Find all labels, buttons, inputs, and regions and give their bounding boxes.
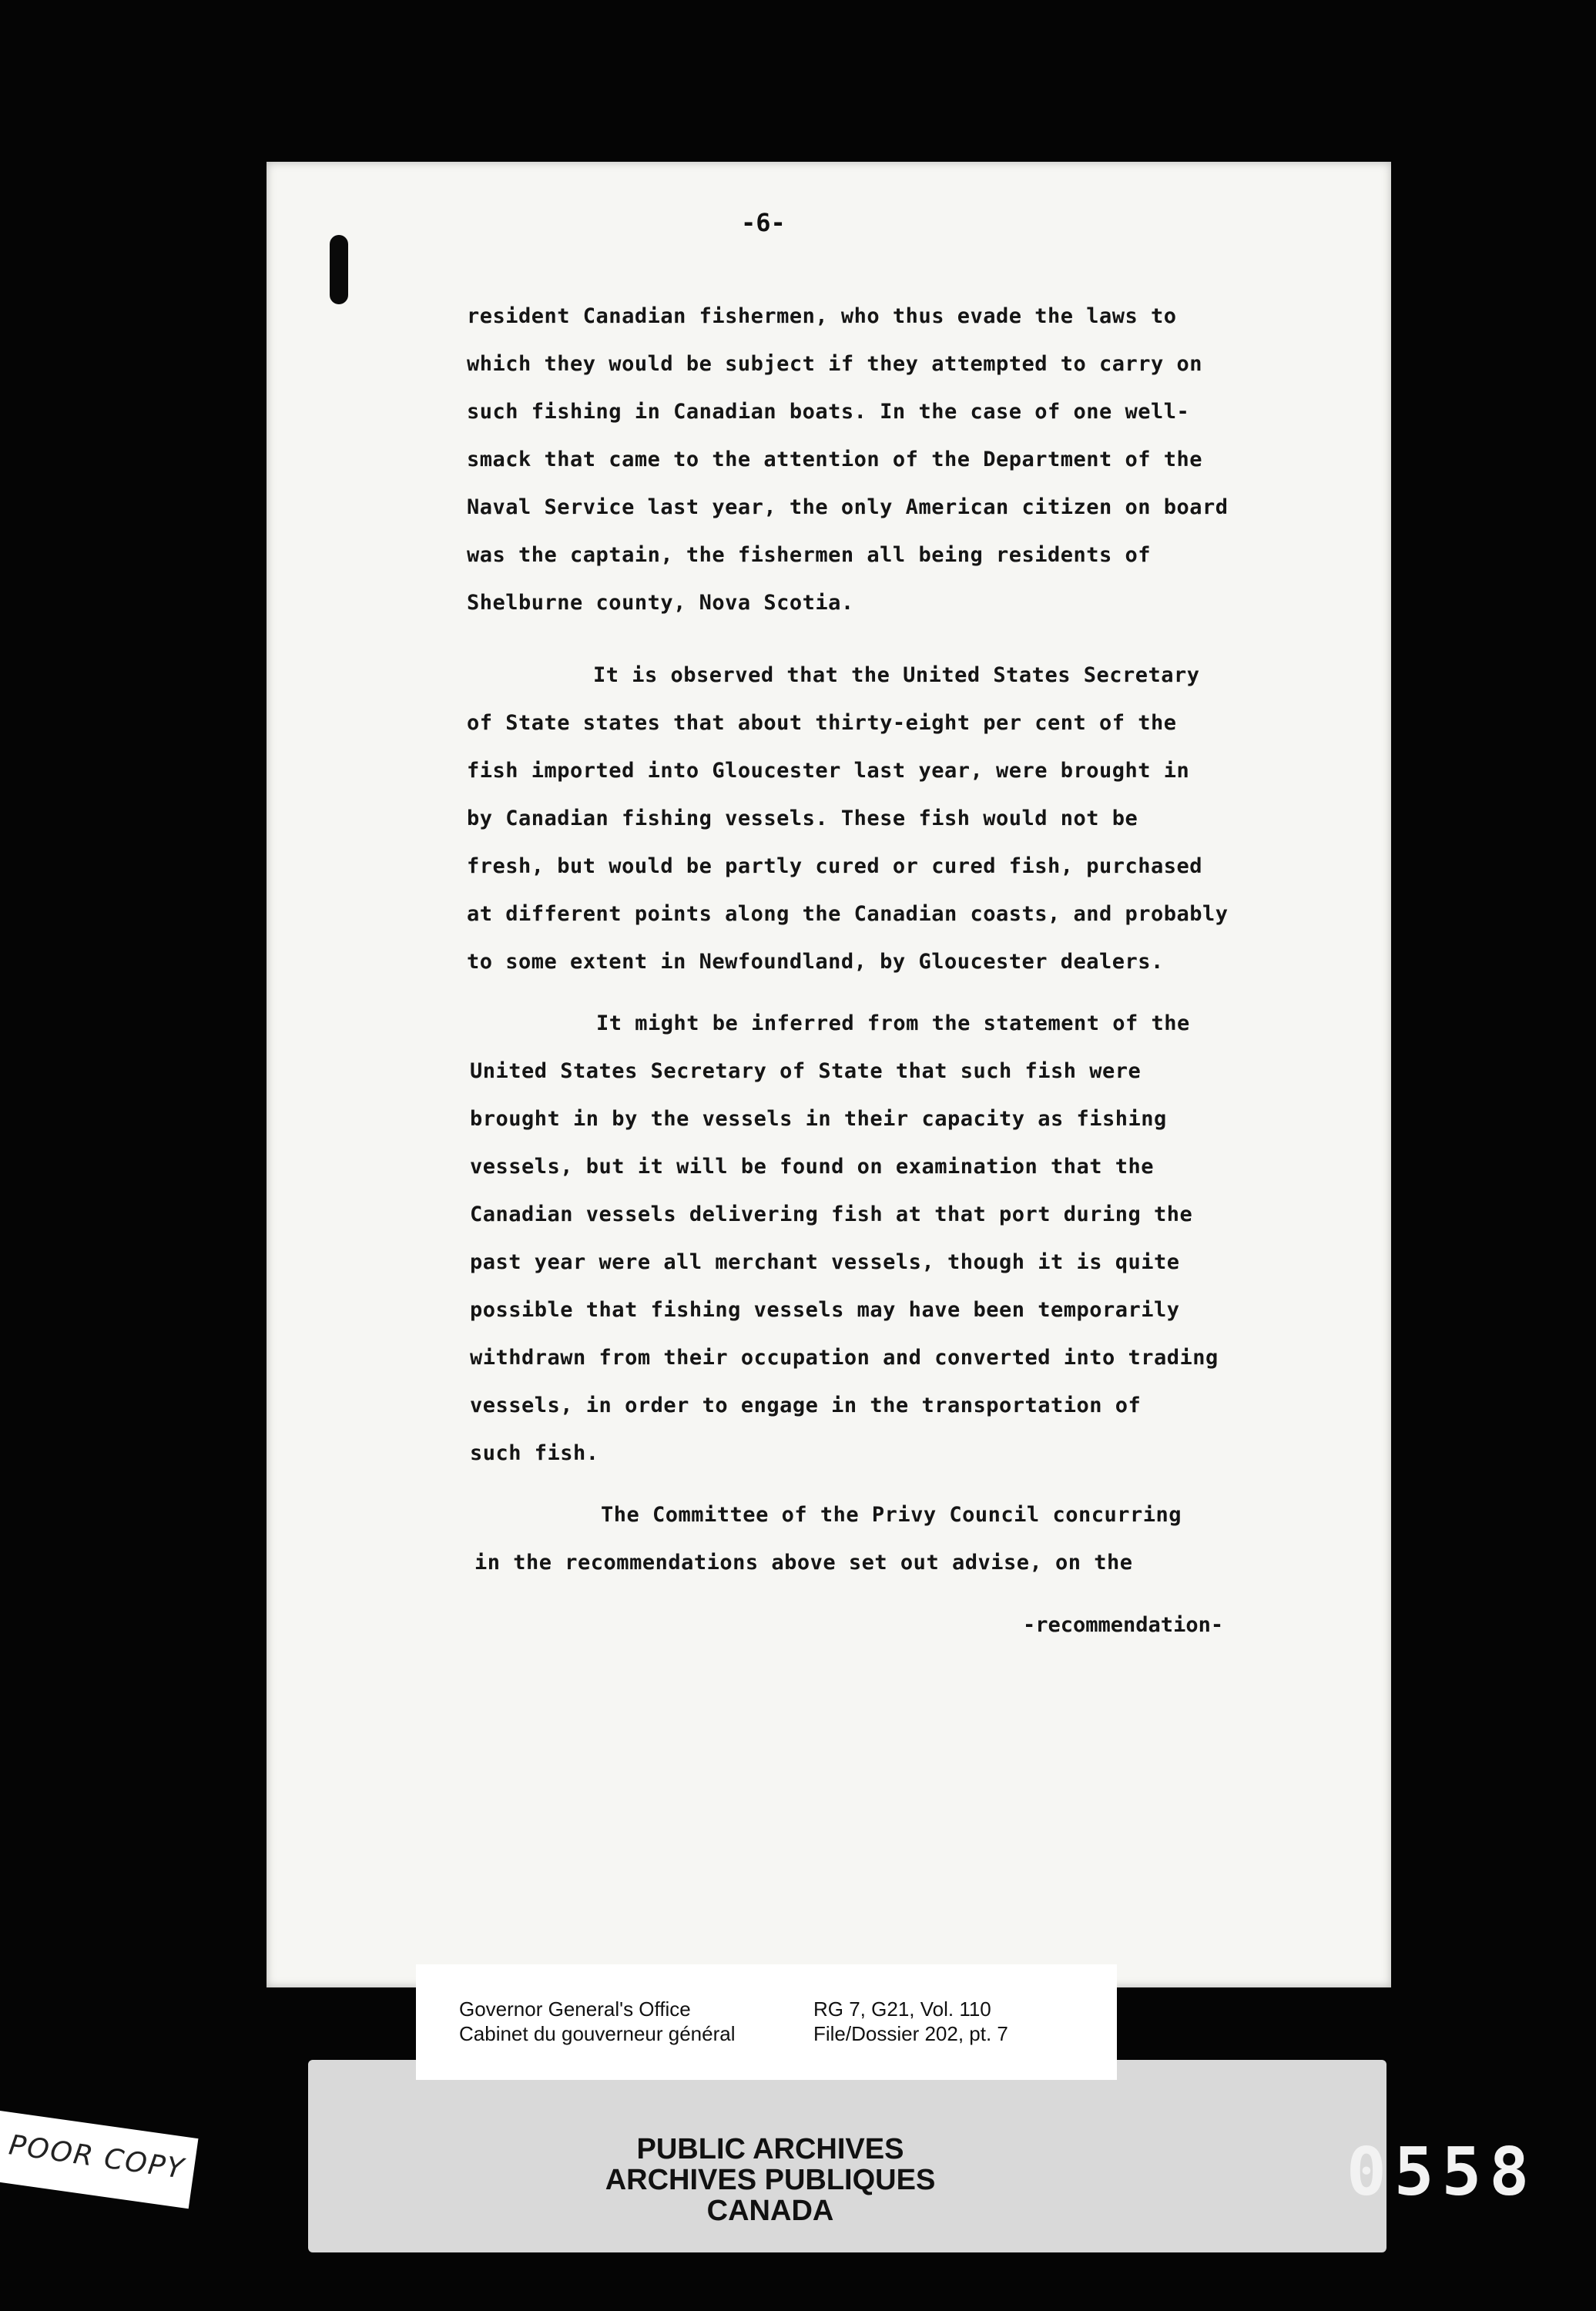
- text-line: United States Secretary of State that such fish were: [470, 1059, 1142, 1083]
- paragraph-3: [470, 1000, 1219, 1477]
- frame-number: 0558: [1346, 2134, 1537, 2211]
- stamp-line-1: PUBLIC ARCHIVES: [636, 2133, 904, 2165]
- paragraph-1: [467, 293, 1229, 627]
- archive-reference-label: [416, 1964, 1117, 2080]
- text-line: such fish.: [470, 1441, 599, 1465]
- text-line: Shelburne county, Nova Scotia.: [467, 591, 854, 615]
- record-group: RG 7, G21, Vol. 110: [813, 1997, 991, 2021]
- stamp-line-2: ARCHIVES PUBLIQUES: [605, 2164, 936, 2196]
- poor-copy-text: POOR COPY: [7, 2129, 187, 2185]
- label-reference: [813, 1997, 1008, 2046]
- text-line: It is observed that the United States Secretary: [593, 663, 1200, 687]
- poor-copy-note: [0, 2111, 198, 2209]
- text-line: to some extent in Newfoundland, by Gloucester dealers.: [467, 950, 1164, 974]
- text-line: Canadian vessels delivering fish at that port during the: [470, 1202, 1193, 1226]
- text-line: vessels, in order to engage in the transportation of: [470, 1394, 1142, 1417]
- label-office: [459, 1997, 735, 2046]
- text-line: withdrawn from their occupation and converted into trading: [470, 1346, 1219, 1370]
- text-line: resident Canadian fishermen, who thus evade the laws to: [467, 304, 1177, 328]
- page-number: -6-: [741, 208, 786, 237]
- office-english: Governor General's Office: [459, 1997, 691, 2021]
- punch-hole-mark: [330, 235, 348, 304]
- text-line: past year were all merchant vessels, though it is quite: [470, 1250, 1180, 1274]
- text-line: fresh, but would be partly cured or cured fish, purchased: [467, 854, 1203, 878]
- archives-stamp: [508, 2134, 1032, 2226]
- text-line: of State states that about thirty-eight per cent of the: [467, 711, 1177, 735]
- text-line: possible that fishing vessels may have been temporarily: [470, 1298, 1180, 1322]
- office-french: Cabinet du gouverneur général: [459, 2022, 736, 2045]
- text-line: was the captain, the fishermen all being residents of: [467, 543, 1152, 567]
- text-line: fish imported into Gloucester last year, were brought in: [467, 759, 1190, 783]
- text-line: It might be inferred from the statement of the: [596, 1011, 1190, 1035]
- text-line: vessels, but it will be found on examination that the: [470, 1155, 1155, 1179]
- text-line: such fishing in Canadian boats. In the case of one well-: [467, 400, 1190, 424]
- text-line: by Canadian fishing vessels. These fish would not be: [467, 807, 1138, 830]
- stamp-line-3: CANADA: [706, 2195, 834, 2227]
- paragraph-2: [467, 652, 1229, 986]
- text-line: Naval Service last year, the only American citizen on board: [467, 495, 1229, 519]
- file-number: File/Dossier 202, pt. 7: [813, 2022, 1008, 2045]
- text-line: brought in by the vessels in their capacity as fishing: [470, 1107, 1167, 1131]
- text-line: which they would be subject if they attempted to carry on: [467, 352, 1203, 376]
- text-line: at different points along the Canadian coasts, and probably: [467, 902, 1229, 926]
- paragraph-4: [474, 1491, 1182, 1587]
- catchword: -recommendation-: [1023, 1613, 1224, 1637]
- text-line: The Committee of the Privy Council concurring: [601, 1503, 1182, 1527]
- text-line: smack that came to the attention of the Department of the: [467, 448, 1203, 471]
- text-line: in the recommendations above set out advise, on the: [474, 1551, 1133, 1575]
